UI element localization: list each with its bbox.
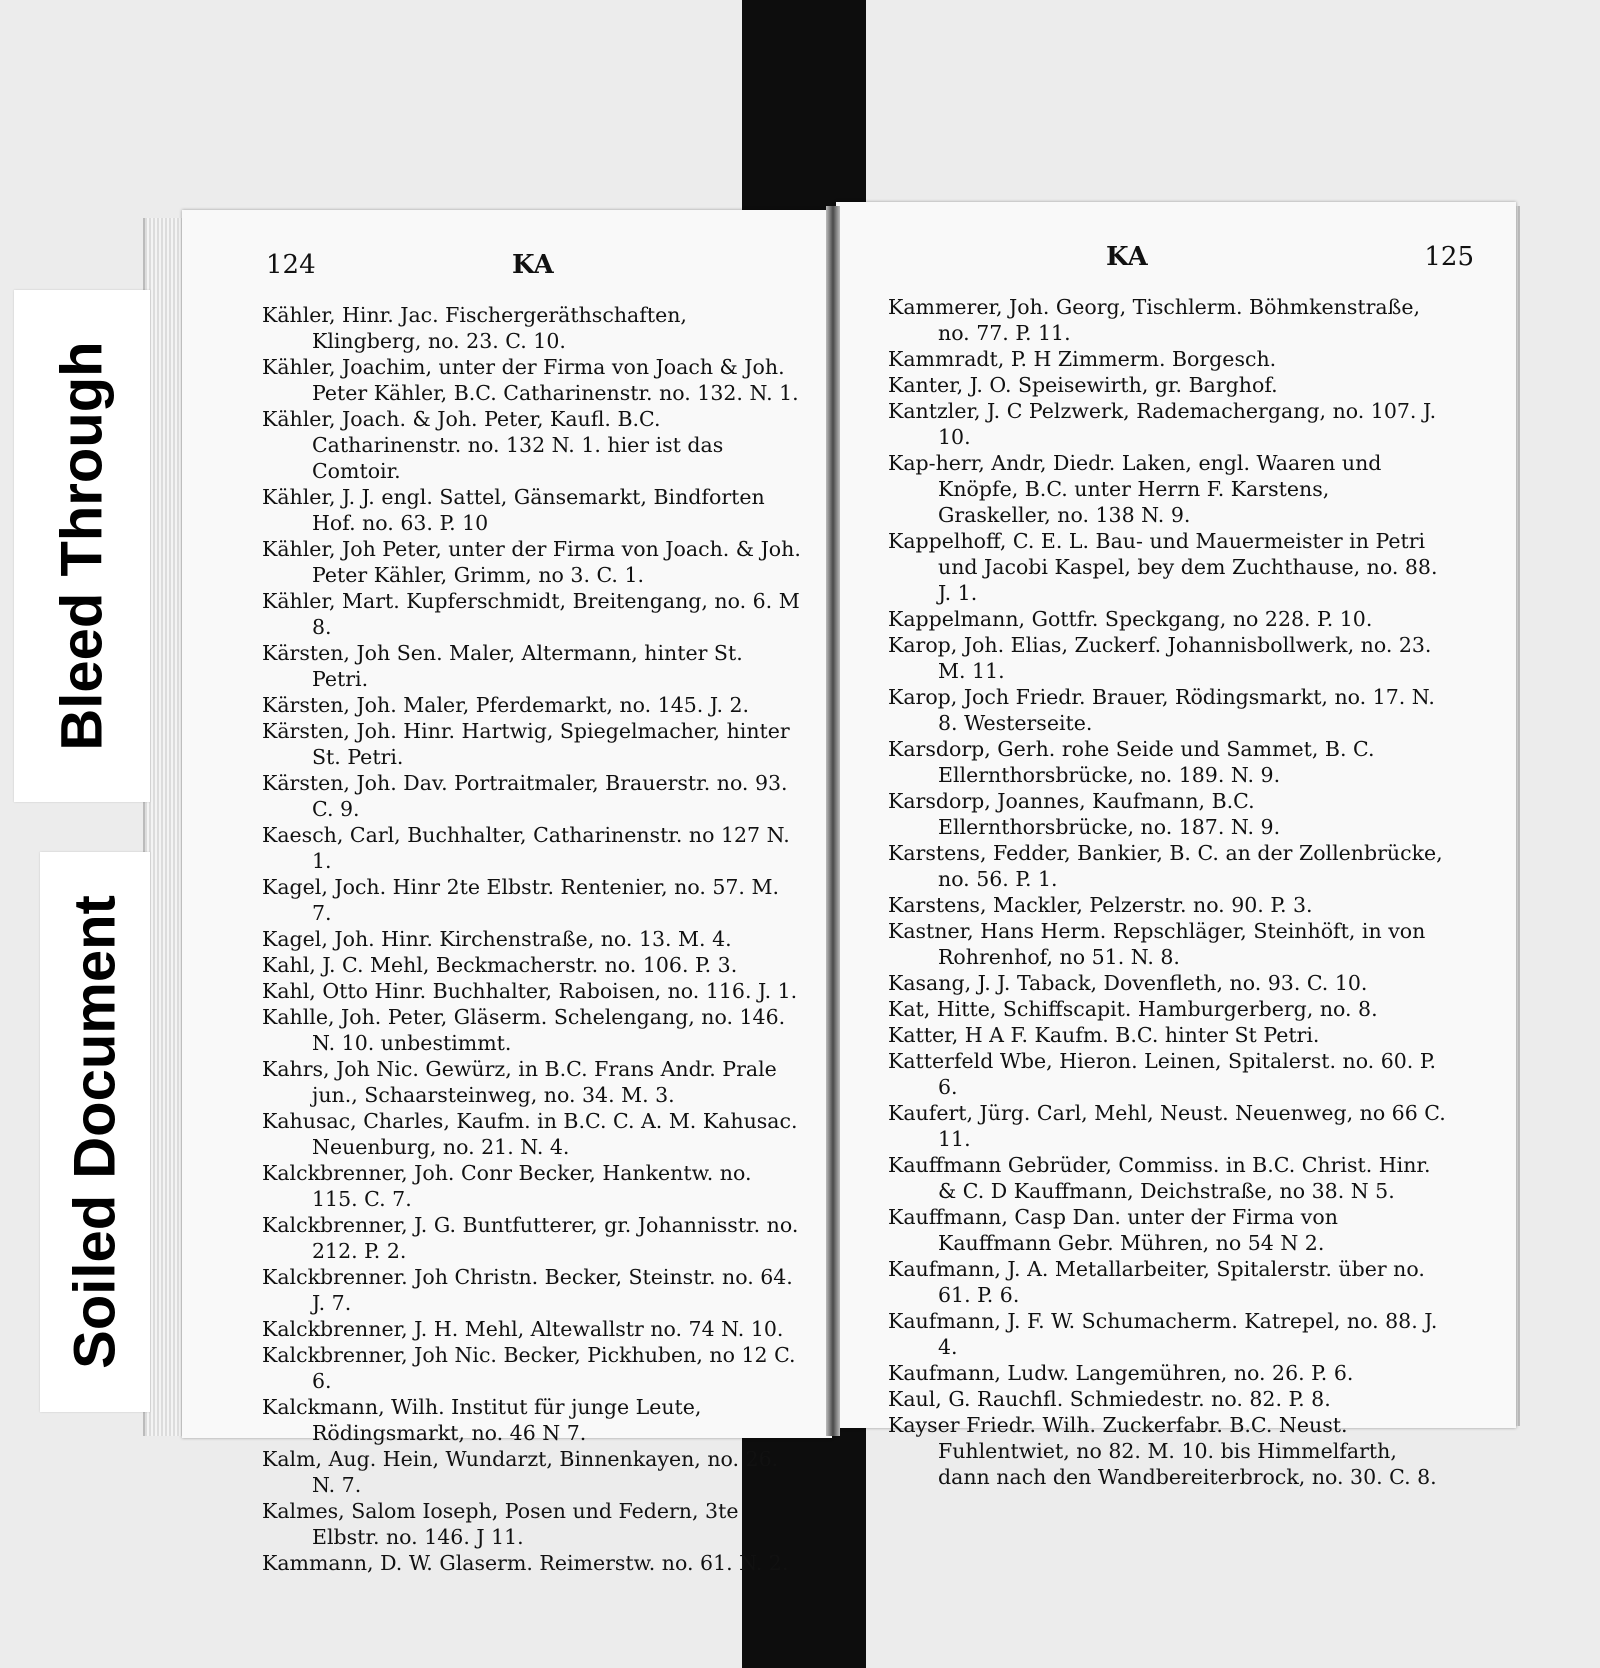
directory-entry: Kammann, D. W. Glaserm. Reimerstw. no. 61. N. 2. — [262, 1551, 789, 1575]
left-page — [182, 210, 832, 1575]
directory-entry: Karstens, Fedder, Bankier, B. C. an der Zollenbrücke, no. 56. P. 1. — [888, 841, 1443, 891]
directory-entry: Karop, Joh. Elias, Zuckerf. Johannisbollwerk, no. 23. M. 11. — [888, 633, 1432, 683]
directory-entry: Kahl, J. C. Mehl, Beckmacherstr. no. 106. P. 3. — [262, 953, 738, 977]
book-gutter — [826, 206, 840, 1436]
entry-list-right — [888, 294, 1446, 1490]
directory-entry: Kalckbrenner, J. G. Buntfutterer, gr. Johannisstr. no. 212. P. 2. — [262, 1213, 799, 1263]
directory-entry: Kalckbrenner, Joh Nic. Becker, Pickhuben, no 12 C. 6. — [262, 1343, 796, 1393]
directory-entry: Kähler, Mart. Kupferschmidt, Breitengang, no. 6. M 8. — [262, 589, 800, 639]
bleed-through-label-text: Bleed Through — [49, 341, 115, 751]
directory-entry: Kaul, G. Rauchfl. Schmiedestr. no. 82. P. 8. — [888, 1387, 1331, 1411]
directory-entry: Kähler, Hinr. Jac. Fischergeräthschaften, Klingberg, no. 23. C. 10. — [262, 303, 687, 353]
binding-strap-top — [742, 0, 866, 212]
directory-entry: Kaesch, Carl, Buchhalter, Catharinenstr. no 127 N. 1. — [262, 823, 790, 873]
directory-entry: Kalckbrenner, J. H. Mehl, Altewallstr no. 74 N. 10. — [262, 1317, 784, 1341]
directory-entry: Kap-herr, Andr, Diedr. Laken, engl. Waaren und Knöpfe, B.C. unter Herrn F. Karstens, Graskeller, no. 138 N. 9. — [888, 451, 1382, 527]
directory-entry: Karop, Joch Friedr. Brauer, Rödingsmarkt, no. 17. N. 8. Westerseite. — [888, 685, 1435, 735]
directory-entry: Kahlle, Joh. Peter, Gläserm. Schelengang, no. 146. N. 10. unbestimmt. — [262, 1005, 786, 1055]
directory-entry: Kähler, J. J. engl. Sattel, Gänsemarkt, Bindforten Hof. no. 63. P. 10 — [262, 485, 765, 535]
directory-entry: Kauffmann Gebrüder, Commiss. in B.C. Christ. Hinr. & C. D Kauffmann, Deichstraße, no 38. N 5. — [888, 1153, 1431, 1203]
directory-entry: Kastner, Hans Herm. Repschläger, Steinhöft, in von Rohrenhof, no 51. N. 8. — [888, 919, 1426, 969]
directory-entry: Kammradt, P. H Zimmerm. Borgesch. — [888, 347, 1277, 371]
directory-entry: Kalmes, Salom Ioseph, Posen und Federn, 3te Elbstr. no. 146. J 11. — [262, 1499, 739, 1549]
directory-entry: Kanter, J. O. Speisewirth, gr. Barghof. — [888, 373, 1278, 397]
directory-entry: Kaufert, Jürg. Carl, Mehl, Neust. Neuenweg, no 66 C. 11. — [888, 1101, 1446, 1151]
directory-entry: Kahrs, Joh Nic. Gewürz, in B.C. Frans Andr. Prale jun., Schaarsteinweg, no. 34. M. 3. — [262, 1057, 777, 1107]
directory-entry: Kaufmann, Ludw. Langemühren, no. 26. P. 6. — [888, 1361, 1354, 1385]
directory-entry: Kasang, J. J. Taback, Dovenfleth, no. 93. C. 10. — [888, 971, 1368, 995]
directory-entry: Kahusac, Charles, Kaufm. in B.C. C. A. M. Kahusac. Neuenburg, no. 21. N. 4. — [262, 1109, 798, 1159]
directory-entry: Kärsten, Joh. Hinr. Hartwig, Spiegelmacher, hinter St. Petri. — [262, 719, 790, 769]
directory-entry: Kalckbrenner. Joh Christn. Becker, Steinstr. no. 64. J. 7. — [262, 1265, 793, 1315]
directory-entry: Kärsten, Joh. Dav. Portraitmaler, Brauerstr. no. 93. C. 9. — [262, 771, 788, 821]
directory-entry: Kähler, Joach. & Joh. Peter, Kaufl. B.C. Catharinenstr. no. 132 N. 1. hier ist das Comtoir. — [262, 407, 724, 483]
directory-entry: Kammerer, Joh. Georg, Tischlerm. Böhmkenstraße, no. 77. P. 11. — [888, 295, 1420, 345]
directory-entry: Kagel, Joh. Hinr. Kirchenstraße, no. 13. M. 4. — [262, 927, 732, 951]
directory-entry: Kärsten, Joh Sen. Maler, Altermann, hinter St. Petri. — [262, 641, 743, 691]
directory-entry: Kähler, Joachim, unter der Firma von Joach & Joh. Peter Kähler, B.C. Catharinenstr. no. 132. N. 1. — [262, 355, 799, 405]
directory-entry: Kappelhoff, C. E. L. Bau- und Mauermeister in Petri und Jacobi Kaspel, bey dem Zuchthause, no. 88. J. 1. — [888, 529, 1438, 605]
page-header-right: KA — [1106, 242, 1148, 272]
directory-entry: Karsdorp, Gerh. rohe Seide und Sammet, B. C. Ellernthorsbrücke, no. 189. N. 9. — [888, 737, 1375, 787]
directory-entry: Katterfeld Wbe, Hieron. Leinen, Spitalerst. no. 60. P. 6. — [888, 1049, 1436, 1099]
page-header-left: KA — [512, 250, 554, 280]
directory-entry: Kat, Hitte, Schiffscapit. Hamburgerberg, no. 8. — [888, 997, 1378, 1021]
directory-entry: Karsdorp, Joannes, Kaufmann, B.C. Ellernthorsbrücke, no. 187. N. 9. — [888, 789, 1281, 839]
directory-entry: Kantzler, J. C Pelzwerk, Rademachergang, no. 107. J. 10. — [888, 399, 1437, 449]
directory-entry: Kärsten, Joh. Maler, Pferdemarkt, no. 145. J. 2. — [262, 693, 750, 717]
right-page — [836, 202, 1516, 1489]
directory-entry: Kähler, Joh Peter, unter der Firma von Joach. & Joh. Peter Kähler, Grimm, no 3. C. 1. — [262, 537, 801, 587]
bleed-through-label — [14, 290, 150, 802]
directory-entry: Kaufmann, J. F. W. Schumacherm. Katrepel, no. 88. J. 4. — [888, 1309, 1438, 1359]
directory-entry: Kappelmann, Gottfr. Speckgang, no 228. P. 10. — [888, 607, 1373, 631]
page-number-left: 124 — [266, 250, 316, 280]
directory-entry: Kalckbrenner, Joh. Conr Becker, Hankentw. no. 115. C. 7. — [262, 1161, 752, 1211]
directory-entry: Kauffmann, Casp Dan. unter der Firma von Kauffmann Gebr. Mühren, no 54 N 2. — [888, 1205, 1338, 1255]
directory-entry: Kaufmann, J. A. Metallarbeiter, Spitalerstr. über no. 61. P. 6. — [888, 1257, 1425, 1307]
directory-entry: Kagel, Joch. Hinr 2te Elbstr. Rentenier, no. 57. M. 7. — [262, 875, 779, 925]
soiled-document-label — [40, 852, 150, 1412]
page-number-right: 125 — [1424, 242, 1474, 272]
directory-entry: Kalckmann, Wilh. Institut für junge Leute, Rödingsmarkt, no. 46 N 7. — [262, 1395, 702, 1445]
directory-entry: Kahl, Otto Hinr. Buchhalter, Raboisen, no. 116. J. 1. — [262, 979, 798, 1003]
directory-entry: Kalm, Aug. Hein, Wundarzt, Binnenkayen, no. 26. N. 7. — [262, 1447, 779, 1497]
soiled-document-label-text: Soiled Document — [62, 895, 128, 1369]
directory-entry: Katter, H A F. Kaufm. B.C. hinter St Petri. — [888, 1023, 1320, 1047]
directory-entry: Kayser Friedr. Wilh. Zuckerfabr. B.C. Neust. Fuhlentwiet, no 82. M. 10. bis Himmelfarth, dann nach den Wandbereiterbrock, no. 30. C. 8. — [888, 1413, 1437, 1489]
entry-list-left — [262, 302, 802, 1576]
directory-entry: Karstens, Mackler, Pelzerstr. no. 90. P. 3. — [888, 893, 1313, 917]
